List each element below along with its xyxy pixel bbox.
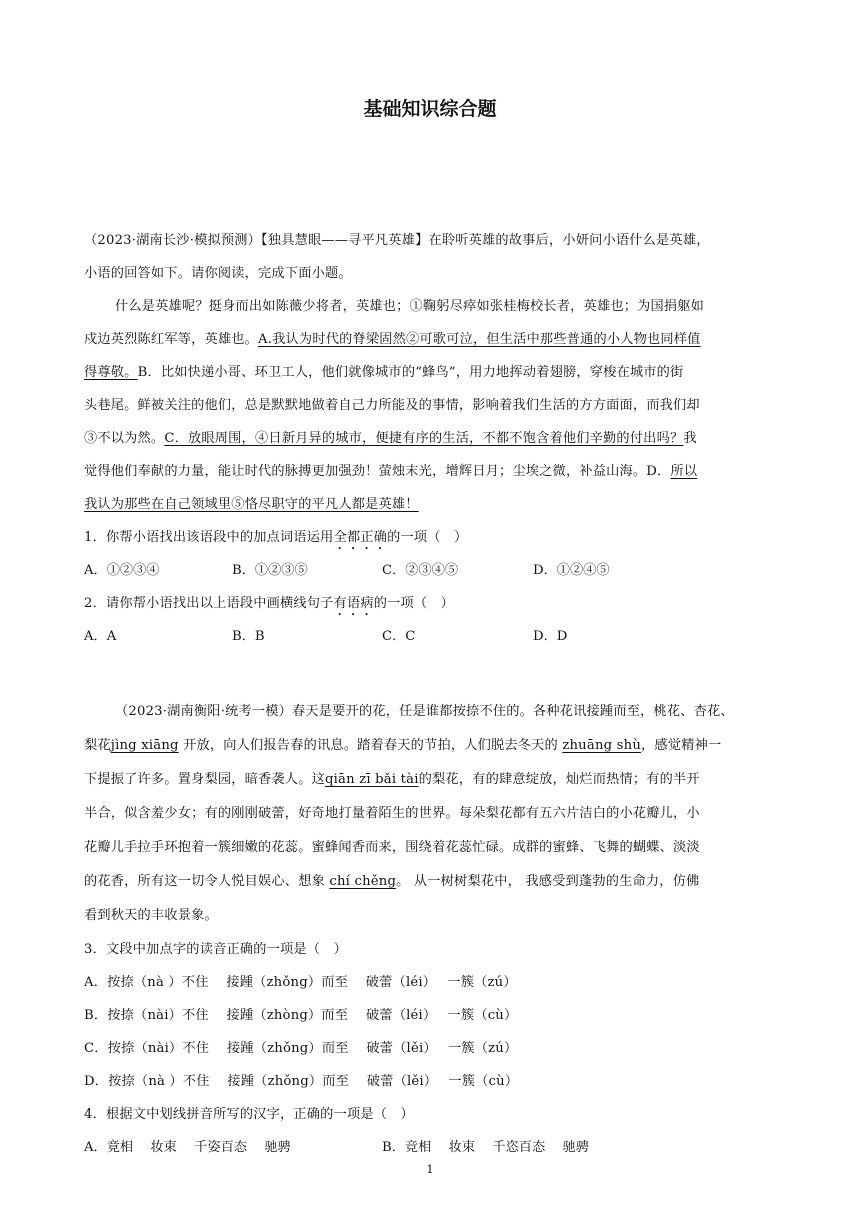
q1-option-b: B．①②③⑤: [232, 563, 308, 578]
q3-option-b: B．按捺（nài）不住 接踵（zhòng）而至 破蕾（léi） 一簇（cù）: [84, 1008, 518, 1023]
page-title: 基础知识综合题: [363, 98, 497, 120]
question-1-stem: 1．你帮小语找出该语段中的加点词语运用全都正确的一项（ ）: [84, 530, 468, 545]
q2-option-b: B．B: [232, 629, 265, 644]
question-4-stem: 4．根据文中划线拼音所写的汉字，正确的一项是（ ）: [84, 1107, 414, 1122]
passage2-line7: 看到秋天的丰收景象。: [84, 908, 218, 923]
passage1-line5: ③不以为然。C．放眼周围，④日新月异的城市，便捷有序的生活，不都不饱含着他们辛勤的付出吗？我: [84, 431, 697, 446]
passage2-line4: 半合，似含羞少女；有的刚刚破蕾，好奇地打量着陌生的世界。每朵梨花都有五六片洁白的小花瓣儿，小: [84, 806, 700, 821]
passage1-line3: 得尊敬。B．比如快递小哥、环卫工人，他们就像城市的“蜂鸟”，用力地挥动着翅膀，穿梭在城市的街: [84, 365, 684, 380]
q4-option-b: B．竞相 妆束 千恣百态 驰骋: [382, 1140, 589, 1155]
underlined-sentence-d: 所以: [670, 464, 698, 479]
passage2-line1: （2023·湖南衡阳·统考一模）春天是要开的花，任是谁都按捺不住的。各种花讯接踵而至，桃花、杏花、: [115, 704, 734, 719]
passage1-line4: 头巷尾。鲜被关注的他们，总是默默地做着自己力所能及的事情，影响着我们生活的方方面面，而我们却: [84, 398, 700, 413]
q4-option-a: A．竟相 妆束 千姿百态 驰骋: [84, 1140, 291, 1155]
passage1-line2: 戍边英烈陈红军等，英雄也。A.我认为时代的脊梁固然②可歌可泣，但生活中那些普通的小人物也同样值: [84, 332, 701, 347]
section1-intro-line1: （2023·湖南长沙·模拟预测）【独具慧眼——寻平凡英雄】在聆听英雄的故事后，小妍问小语什么是英雄，: [84, 233, 710, 248]
pinyin-blank-2: zhuāng shù: [562, 738, 642, 753]
q2-option-a: A．A: [84, 629, 117, 644]
q1-option-a: A．①②③④: [84, 563, 160, 578]
passage1-line6: 觉得他们奉献的力量，能让时代的脉搏更加强劲！萤烛末光，增辉日月；尘埃之微，补益山海。D．所以: [84, 464, 698, 479]
question-2-stem: 2．请你帮小语找出以上语段中画横线句子有语病的一项（ ）: [84, 596, 455, 611]
pinyin-blank-4: chí chěng: [329, 874, 397, 889]
underlined-sentence-c: C．放眼周围，④日新月异的城市，便捷有序的生活，不都不饱含着他们辛勤的付出吗？: [164, 431, 684, 446]
passage1-line7: 我认为那些在自己领域里⑤恪尽职守的平凡人都是英雄！: [84, 497, 419, 512]
passage2-line5: 花瓣儿手拉手环抱着一簇细嫩的花蕊。蜜蜂闻香而来，围绕着花蕊忙碌。成群的蜜蜂、飞舞的蝴蝶、淡淡: [84, 840, 700, 855]
q3-option-c: C．按捺（nài）不住 接踵（zhǒng）而至 破蕾（lěi） 一簇（zú）: [84, 1041, 518, 1056]
passage1-line1: 什么是英雄呢？挺身而出如陈薇少将者，英雄也；①鞠躬尽瘁如张桂梅校长者，英雄也；为国捐躯如: [115, 299, 705, 314]
q1-option-d: D．①②④⑤: [533, 563, 610, 578]
passage2-line6: 的花香，所有这一切令人悦目娱心、想象 chí chěng。 从一树树梨花中， 我感受到蓬勃的生命力，仿佛: [84, 874, 700, 889]
q2-option-c: C．C: [382, 629, 416, 644]
passage2-line3: 下提振了许多。置身梨园，暗香袭人。这qiān zī bǎi tài的梨花，有的肆意绽放，灿烂而热情；有的半开: [84, 772, 700, 787]
pinyin-blank-3: qiān zī bǎi tài: [324, 772, 419, 787]
q3-option-a: A．按捺（nà ）不住 接踵（zhǒng）而至 破蕾（léi） 一簇（zú）: [84, 975, 517, 990]
q3-option-d: D．按捺（nà ）不住 接踵（zhǒng）而至 破蕾（lěi） 一簇（cù）: [84, 1074, 519, 1089]
question-3-stem: 3．文段中加点字的读音正确的一项是（ ）: [84, 942, 347, 957]
passage2-line2: 梨花jìng xiāng 开放，向人们报告春的讯息。踏着春天的节拍，人们脱去冬天的 zhuāng shù，感觉精神一: [84, 738, 722, 753]
q1-option-c: C．②③④⑤: [382, 563, 459, 578]
q2-option-d: D．D: [533, 629, 568, 644]
page-number: 1: [426, 1163, 434, 1176]
pinyin-blank-1: jìng xiāng: [110, 738, 179, 753]
section1-intro-line2: 小语的回答如下。请你阅读，完成下面小题。: [84, 266, 352, 281]
underlined-sentence-a: A.我认为时代的脊梁固然②可歌可泣，但生活中那些普通的小人物也同样值: [258, 332, 701, 347]
